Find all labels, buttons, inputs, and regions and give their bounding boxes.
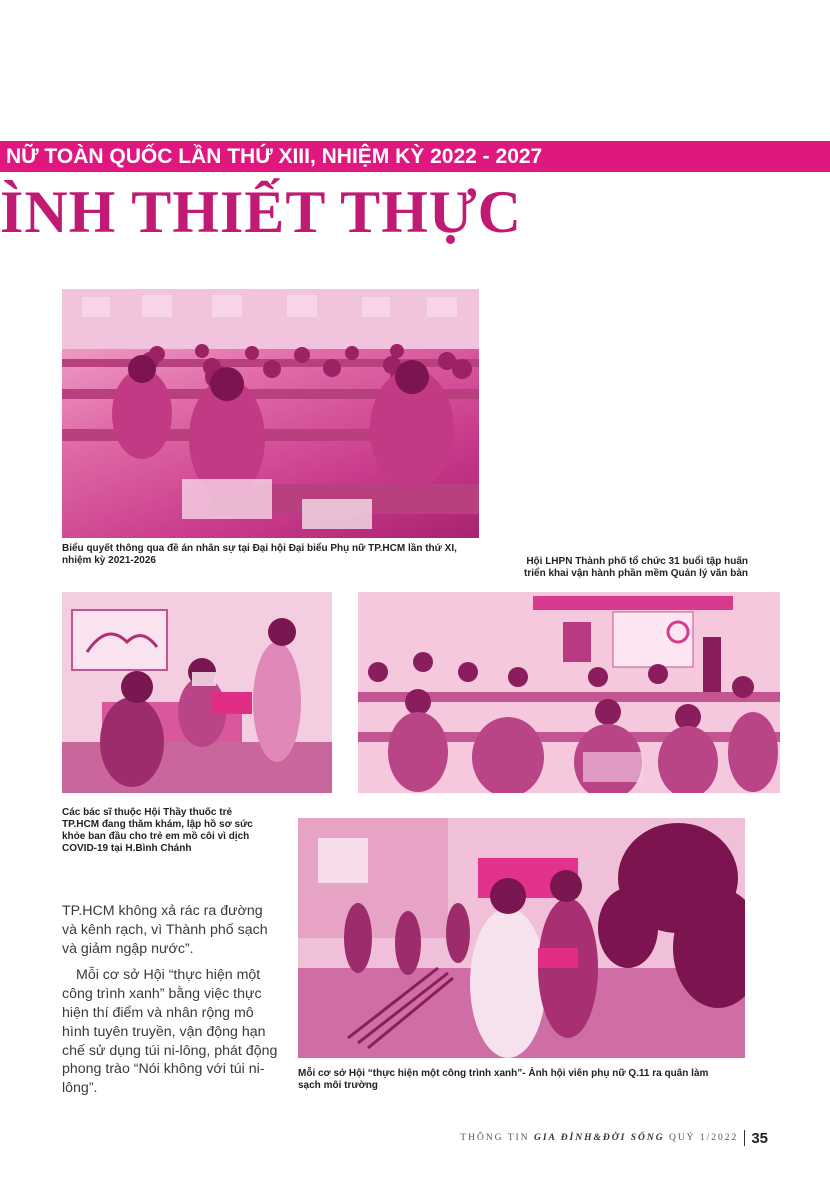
caption-line: Mỗi cơ sở Hội “thực hiện một công trình xanh”- Ảnh hội viên phụ nữ Q.11 ra quân làm [298,1068,709,1079]
caption-line: Hội LHPN Thành phố tổ chức 31 buổi tập huấn [526,556,748,567]
photo-doctors-examine [62,592,332,793]
section-banner: NỮ TOÀN QUỐC LẦN THỨ XIII, NHIỆM KỲ 2022 - 2027 [0,141,830,172]
caption-doctors [62,807,292,855]
caption-line: sạch môi trường [298,1080,378,1091]
article-body [62,902,278,1106]
magazine-title-b: ĐỜI SỐNG [602,1133,665,1143]
photo-congress-vote [62,289,479,538]
photo-green-cleanup [298,818,745,1058]
photo-software-training [358,592,780,793]
caption-training [488,556,748,580]
caption-cleanup [298,1068,748,1092]
issue-label: QUÝ 1/2022 [668,1133,739,1143]
caption-line: Các bác sĩ thuộc Hội Thầy thuốc trẻ [62,807,233,818]
magazine-name [460,1133,738,1143]
body-paragraph: Mỗi cơ sở Hội “thực hiện một công trình xanh” bằng việc thực hiện thí điểm và nhân rộng mô hình tuyên truyền, vận động hạn chế sử dụng túi ni-lông, phát động phong trào “Nói không với túi ni-lông”. [62,967,278,1097]
caption-line: triển khai vận hành phần mềm Quản lý văn bản [524,568,748,579]
caption-line: Biểu quyết thông qua đề án nhân sự tại Đại hội Đại biểu Phụ nữ TP.HCM lần thứ XI, [62,543,457,554]
page-number: 35 [751,1129,768,1147]
caption-line: TP.HCM đang thăm khám, lập hồ sơ sức [62,819,253,830]
page-footer [460,1128,768,1148]
magazine-amp: & [593,1133,603,1143]
caption-congress-vote [62,543,492,567]
magazine-title-a: GIA ĐÌNH [533,1133,594,1143]
caption-line: COVID-19 tại H.Bình Chánh [62,843,192,854]
footer-divider [744,1130,745,1146]
caption-line: nhiệm kỳ 2021-2026 [62,555,156,566]
article-headline: ÌNH THIẾT THỰC [0,179,522,245]
caption-line: khỏe ban đầu cho trẻ em mồ côi vì dịch [62,831,250,842]
magazine-prefix: THÔNG TIN [460,1133,530,1143]
body-paragraph: TP.HCM không xả rác ra đường và kênh rạch, vì Thành phố sạch và giảm ngập nước”. [62,903,268,957]
